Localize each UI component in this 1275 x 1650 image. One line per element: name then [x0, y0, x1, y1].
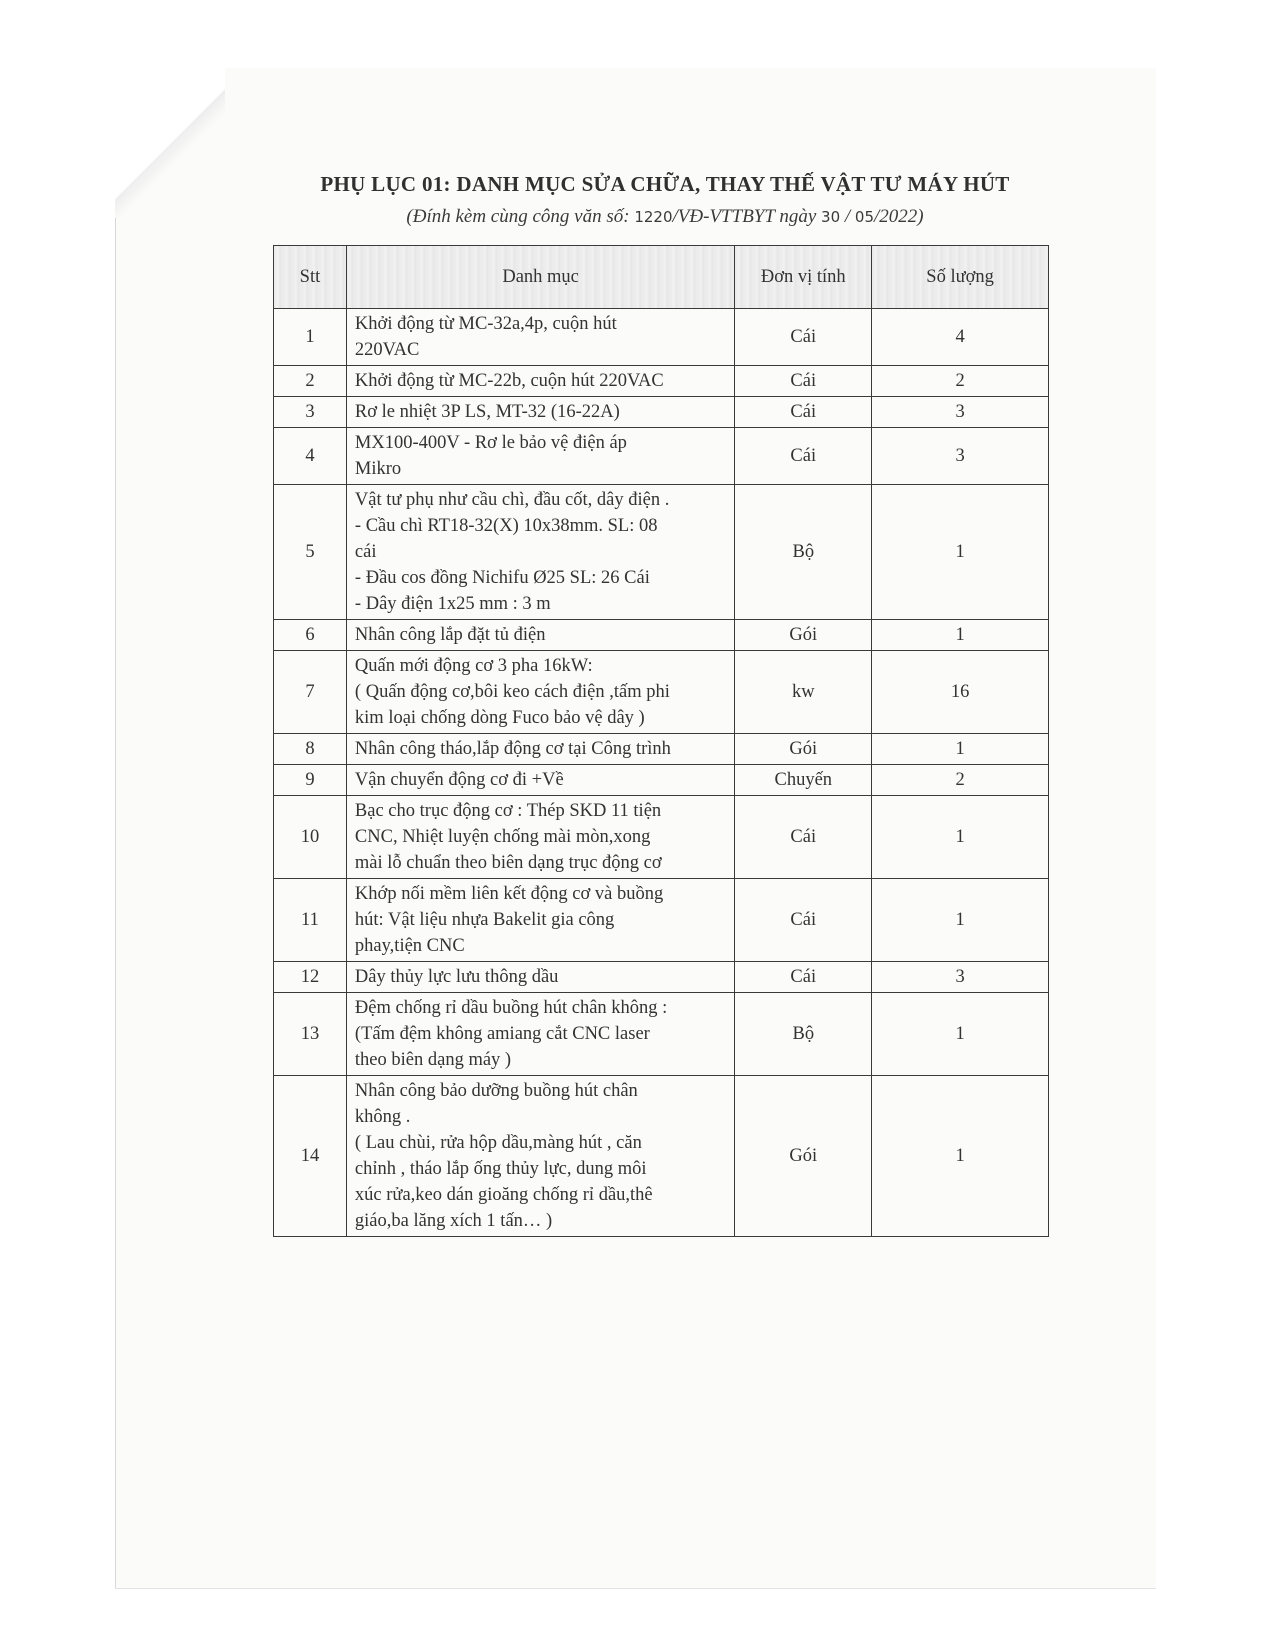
cell-qty: 1 — [872, 734, 1049, 765]
header-qty: Số lượng — [872, 246, 1049, 309]
document-title: PHỤ LỤC 01: DANH MỤC SỬA CHỮA, THAY THẾ VẬT TƯ MÁY HÚT — [320, 172, 1010, 196]
cell-name: Quấn mới động cơ 3 pha 16kW: ( Quấn động cơ,bôi keo cách điện ,tấm phi kim loại chống dòng Fuco bảo vệ dây ) — [346, 651, 734, 734]
cell-name: Dây thủy lực lưu thông dầu — [346, 962, 734, 993]
subtitle-prefix: (Đính kèm cùng công văn số: — [406, 206, 635, 227]
subtitle-suffix: /2022) — [874, 206, 924, 227]
cell-stt: 11 — [274, 879, 347, 962]
cell-stt: 7 — [274, 651, 347, 734]
cell-name: Nhân công lắp đặt tủ điện — [346, 620, 734, 651]
table-row — [274, 1076, 1049, 1237]
cell-unit: kw — [735, 651, 872, 734]
subtitle-sep: / — [840, 206, 855, 227]
table-row — [274, 796, 1049, 879]
cell-qty: 1 — [872, 620, 1049, 651]
cell-qty: 1 — [872, 1076, 1049, 1237]
cell-name: Nhân công tháo,lắp động cơ tại Công trình — [346, 734, 734, 765]
cell-stt: 12 — [274, 962, 347, 993]
folded-corner — [115, 68, 225, 218]
cell-unit: Cái — [735, 796, 872, 879]
table-row — [274, 651, 1049, 734]
cell-qty: 1 — [872, 993, 1049, 1076]
cell-unit: Gói — [735, 620, 872, 651]
cell-stt: 2 — [274, 366, 347, 397]
table-body — [274, 309, 1049, 1237]
cell-stt: 3 — [274, 397, 347, 428]
table-row — [274, 620, 1049, 651]
header-stt: Stt — [274, 246, 347, 309]
cell-qty: 1 — [872, 879, 1049, 962]
cell-qty: 16 — [872, 651, 1049, 734]
cell-name: Khởi động từ MC-32a,4p, cuộn hút 220VAC — [346, 309, 734, 366]
cell-qty: 3 — [872, 428, 1049, 485]
table-row — [274, 428, 1049, 485]
cell-name: Vận chuyển động cơ đi +Về — [346, 765, 734, 796]
cell-name: Nhân công bảo dưỡng buồng hút chân không . ( Lau chùi, rửa hộp dầu,màng hút , căn chỉnh , tháo lắp ống thủy lực, dung môi xúc rửa,keo dán gioăng chống rỉ dầu,thê giáo,ba lăng xích 1 tấn… ) — [346, 1076, 734, 1237]
cell-name: Khớp nối mềm liên kết động cơ và buồng hút: Vật liệu nhựa Bakelit gia công phay,tiện CNC — [346, 879, 734, 962]
cell-qty: 1 — [872, 485, 1049, 620]
cell-unit: Cái — [735, 397, 872, 428]
cell-unit: Gói — [735, 1076, 872, 1237]
cell-name: Rơ le nhiệt 3P LS, MT-32 (16-22A) — [346, 397, 734, 428]
table-row — [274, 485, 1049, 620]
doc-number: 1220 — [634, 208, 673, 226]
cell-name: Bạc cho trục động cơ : Thép SKD 11 tiện CNC, Nhiệt luyện chống mài mòn,xong mài lỗ chuẩn theo biên dạng trục động cơ — [346, 796, 734, 879]
cell-stt: 14 — [274, 1076, 347, 1237]
cell-unit: Gói — [735, 734, 872, 765]
table-header-row — [274, 246, 1049, 309]
cell-qty: 3 — [872, 397, 1049, 428]
subtitle-middle: /VĐ-VTTBYT ngày — [672, 206, 822, 227]
cell-qty: 3 — [872, 962, 1049, 993]
cell-stt: 4 — [274, 428, 347, 485]
doc-day: 30 — [821, 208, 841, 226]
cell-qty: 1 — [872, 796, 1049, 879]
cell-stt: 13 — [274, 993, 347, 1076]
cell-unit: Cái — [735, 962, 872, 993]
table-row — [274, 962, 1049, 993]
table-row — [274, 993, 1049, 1076]
doc-month: 05 — [854, 208, 874, 226]
cell-name: Vật tư phụ như cầu chì, đầu cốt, dây điện . - Cầu chì RT18-32(X) 10x38mm. SL: 08 cái - Đầu cos đồng Nichifu Ø25 SL: 26 Cái - Dây điện 1x25 mm : 3 m — [346, 485, 734, 620]
cell-qty: 2 — [872, 366, 1049, 397]
cell-stt: 5 — [274, 485, 347, 620]
cell-qty: 4 — [872, 309, 1049, 366]
cell-name: MX100-400V - Rơ le bảo vệ điện áp Mikro — [346, 428, 734, 485]
cell-unit: Chuyến — [735, 765, 872, 796]
cell-name: Khởi động từ MC-22b, cuộn hút 220VAC — [346, 366, 734, 397]
cell-name: Đệm chống rỉ dầu buồng hút chân không : (Tấm đệm không amiang cắt CNC laser theo biên dạng máy ) — [346, 993, 734, 1076]
cell-unit: Bộ — [735, 993, 872, 1076]
table-row — [274, 765, 1049, 796]
table-row — [274, 309, 1049, 366]
cell-stt: 8 — [274, 734, 347, 765]
table-row — [274, 879, 1049, 962]
table-row — [274, 397, 1049, 428]
header-name: Danh mục — [346, 246, 734, 309]
cell-stt: 9 — [274, 765, 347, 796]
materials-table — [273, 245, 1049, 1237]
cell-stt: 10 — [274, 796, 347, 879]
cell-unit: Cái — [735, 428, 872, 485]
document-subtitle — [230, 206, 1100, 228]
cell-qty: 2 — [872, 765, 1049, 796]
table-row — [274, 366, 1049, 397]
cell-unit: Cái — [735, 309, 872, 366]
cell-stt: 1 — [274, 309, 347, 366]
cell-stt: 6 — [274, 620, 347, 651]
cell-unit: Cái — [735, 879, 872, 962]
header-unit: Đơn vị tính — [735, 246, 872, 309]
cell-unit: Bộ — [735, 485, 872, 620]
table-row — [274, 734, 1049, 765]
cell-unit: Cái — [735, 366, 872, 397]
